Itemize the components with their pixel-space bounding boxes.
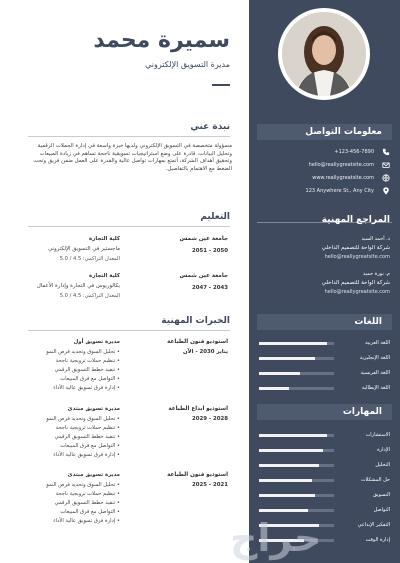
reference-2-email: hello@reallygreatsite.com	[324, 289, 390, 295]
experience-1-bullet: • التواصل مع فرق المبيعات	[60, 376, 120, 382]
contact-address-text: 123 Anywhere St., Any City	[305, 188, 374, 194]
skill-row	[259, 505, 390, 515]
experience-2-bullet: • تنفيذ خطط التسويق الرقمي	[54, 434, 120, 440]
experience-1-bullet: • تنظيم حملات ترويجية ناجحة	[55, 358, 120, 364]
education-1-subject: ماجستير في التسويق الإلكتروني	[48, 246, 120, 252]
skill-row	[259, 460, 390, 470]
experience-2-bullet: • إدارة فرق تسويق عالية الأداء	[53, 452, 120, 458]
skill-row	[259, 430, 390, 440]
experience-1-years: يناير 2030 - الآن	[183, 349, 228, 355]
skills-title: المهارات	[342, 407, 382, 417]
language-bar-track	[259, 342, 334, 345]
skill-label: التواصل	[373, 507, 390, 513]
about-divider	[28, 136, 230, 137]
skill-label: الاستشارات	[365, 432, 390, 438]
contact-header-bar	[257, 124, 392, 140]
education-1-gpa: المعدل التراكمي: 4.5 / 5.0	[59, 256, 120, 262]
skill-bar-fill	[259, 479, 312, 482]
experience-3-years: 2021 - 2025	[191, 482, 228, 488]
experience-2-years: 2028 - 2029	[191, 416, 228, 422]
language-bar-fill	[259, 342, 327, 345]
skill-bar-track	[259, 464, 334, 467]
education-2-years: 2043 - 2047	[191, 285, 228, 291]
contact-phone-text: +123-456-7890	[334, 149, 374, 155]
experience-2-bullet: • تنظيم حملات ترويجية ناجحة	[55, 425, 120, 431]
sidebar	[249, 0, 400, 563]
language-bar-track	[259, 387, 334, 390]
profile-photo	[282, 12, 366, 96]
experience-3-bullet: • تنظيم حملات ترويجية ناجحة	[55, 491, 120, 497]
references-title: المراجع المهنية	[321, 215, 390, 225]
location-icon	[382, 187, 390, 195]
experience-2-bullet: • تحليل السوق وتحديد فرص النمو	[46, 416, 120, 422]
skill-row	[259, 490, 390, 500]
language-row	[259, 353, 390, 363]
profile-photo-frame	[278, 8, 370, 100]
skill-label: إدارة الوقت	[365, 537, 390, 543]
skill-label: التفكير الإبداعي	[357, 522, 390, 528]
contact-website	[259, 172, 390, 184]
education-title: التعليم	[200, 212, 230, 222]
education-divider	[28, 226, 230, 227]
skill-label: حل المشكلات	[360, 477, 390, 483]
language-bar-track	[259, 372, 334, 375]
language-bar-fill	[259, 357, 315, 360]
reference-2-name: م. نورة حميد	[363, 271, 390, 277]
phone-icon	[382, 148, 390, 156]
experience-3-bullet: • تنفيذ خطط التسويق الرقمي	[54, 500, 120, 506]
skill-bar-track	[259, 434, 334, 437]
education-1-years: 2050 - 2051	[191, 248, 228, 254]
language-label: اللغة العربية	[365, 340, 390, 346]
contact-phone	[259, 146, 390, 158]
experience-2-bullet: • التواصل مع فرق المبيعات	[60, 443, 120, 449]
education-2-org: جامعة عين شمس	[179, 273, 228, 279]
experience-3-role: مديرة تسويق مبتدئ	[67, 472, 120, 478]
language-bar-fill	[259, 387, 289, 390]
skill-bar-track	[259, 479, 334, 482]
skill-row	[259, 445, 390, 455]
language-row	[259, 368, 390, 378]
education-2-subject: بكالوريوس في التجارة وإدارة الأعمال	[36, 283, 120, 289]
contact-website-text: www.reallygreatsite.com	[312, 175, 374, 181]
about-text: مسؤولة متخصصة في التسويق الإلكتروني ولديها خبرة واسعة في إدارة الحملات الرقمية وتحليل البيانات، قادرة على وضع استراتيجيات تسويقية ناجحة تساهم في زيادة المبيعات وتحقيق أهداف الشركة، أتمتع بمهارات تواصل عالية والقدرة على العمل ضمن فريق وتحت الضغط مع الاهتمام بالتفاصيل.	[33, 143, 232, 172]
education-2-gpa: المعدل التراكمي: 4.5 / 5.0	[59, 293, 120, 299]
skill-label: التسويق	[372, 492, 390, 498]
language-bar-track	[259, 357, 334, 360]
mail-icon	[382, 161, 390, 169]
reference-2-org: شركة الواحة للتصميم الداخلي	[321, 280, 390, 286]
reference-1-name: د. أحمد السيد	[361, 236, 390, 242]
experience-1-role: مديرة تسويق أول	[73, 339, 120, 345]
skill-label: التحليل	[375, 462, 390, 468]
skill-bar-fill	[259, 494, 315, 497]
experience-3-bullet: • تحليل السوق وتحديد فرص النمو	[46, 482, 120, 488]
languages-title: اللغات	[354, 317, 382, 327]
education-2-degree: كلية التجارة	[89, 273, 120, 279]
experience-3-bullet: • إدارة فرق تسويق عالية الأداء	[53, 518, 120, 524]
experience-1-org: استوديو فنون الطباعة	[167, 339, 228, 345]
skill-bar-fill	[259, 434, 327, 437]
skill-bar-track	[259, 509, 334, 512]
skill-bar-track	[259, 494, 334, 497]
skill-bar-fill	[259, 509, 308, 512]
skill-bar-fill	[259, 464, 319, 467]
reference-1-org: شركة الواحة للتصميم الداخلي	[321, 245, 390, 251]
skills-header-bar	[257, 404, 392, 420]
skill-bar-track	[259, 449, 334, 452]
skill-row	[259, 475, 390, 485]
language-label: اللغة الفرنسية	[360, 370, 390, 376]
contact-address	[259, 185, 390, 197]
experience-1-bullet: • تحليل السوق وتحديد فرص النمو	[46, 349, 120, 355]
education-1-org: جامعة عين شمس	[179, 236, 228, 242]
experience-divider	[28, 330, 230, 331]
experience-1-bullet: • تنفيذ خطط التسويق الرقمي	[54, 367, 120, 373]
experience-title: الخبرات المهنية	[161, 316, 230, 326]
experience-2-org: استوديو ابداع الطباعة	[168, 406, 228, 412]
education-1-degree: كلية التجارة	[89, 236, 120, 242]
language-label: اللغة الإنجليزية	[359, 355, 390, 361]
language-label: اللغة الإيطالية	[361, 385, 390, 391]
experience-1-bullet: • إدارة فرق تسويق عالية الأداء	[53, 385, 120, 391]
watermark: حراج	[230, 516, 322, 560]
globe-icon	[382, 174, 390, 182]
job-title: مديرة التسويق الإلكتروني	[145, 60, 230, 69]
about-title: نبذة عني	[190, 122, 230, 132]
candidate-name: سميرة محمد	[93, 28, 230, 53]
experience-2-role: مديرة تسويق مبتدئ	[67, 406, 120, 412]
language-row	[259, 338, 390, 348]
contact-title: معلومات التواصل	[305, 127, 382, 137]
skill-bar-fill	[259, 449, 323, 452]
contact-email	[259, 159, 390, 171]
language-bar-fill	[259, 372, 300, 375]
reference-1-email: hello@reallygreatsite.com	[324, 254, 390, 260]
languages-header-bar	[257, 314, 392, 330]
experience-3-org: استوديو فنون الطباعة	[167, 472, 228, 478]
experience-3-bullet: • التواصل مع فرق المبيعات	[60, 509, 120, 515]
contact-email-text: hello@reallygreatsite.com	[308, 162, 374, 168]
skill-label: الإدارة	[377, 447, 390, 453]
language-row	[259, 383, 390, 393]
name-underline	[212, 84, 230, 86]
